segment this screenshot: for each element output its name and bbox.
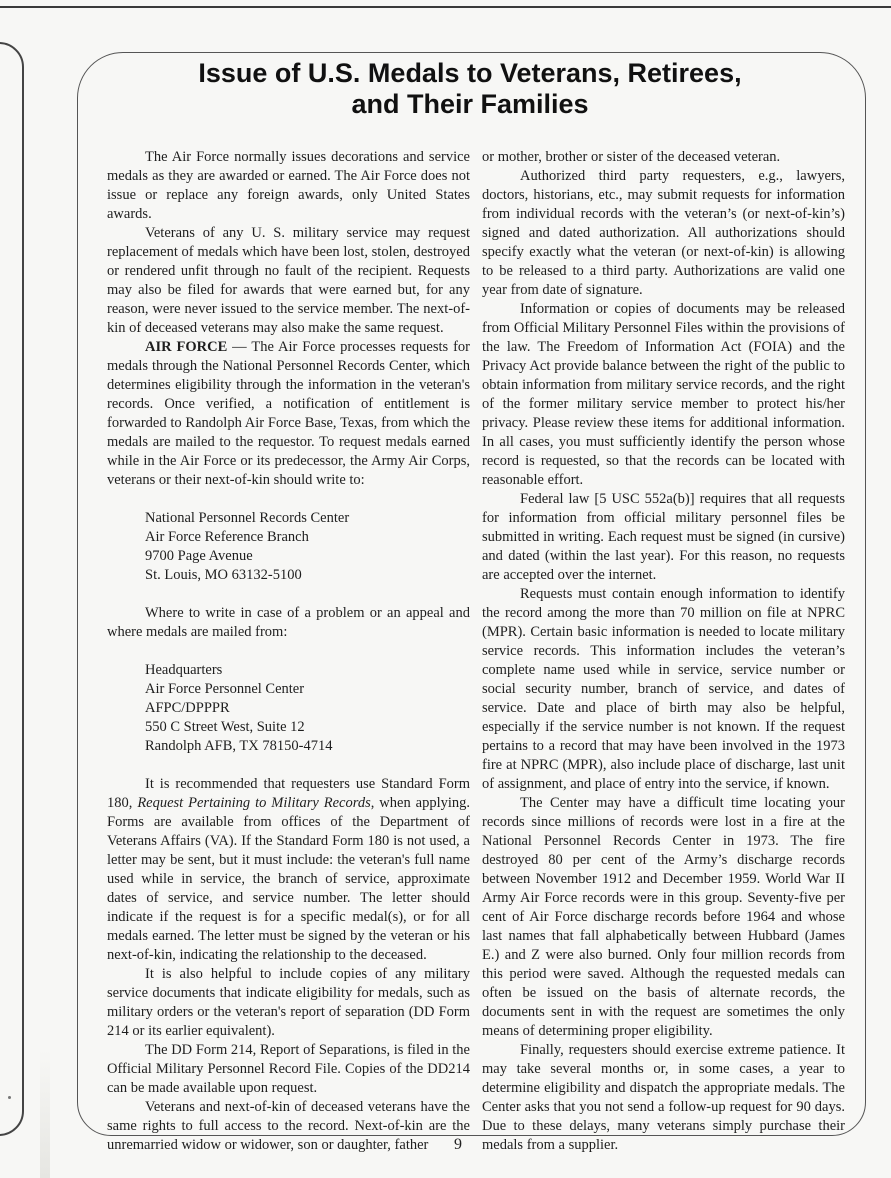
paragraph: The DD Form 214, Report of Separations, is filed in the Official Military Personnel Record File. Copies of the DD214 can be made available upon request. xyxy=(107,1042,470,1096)
top-rule xyxy=(0,6,891,8)
address-line: St. Louis, MO 63132-5100 xyxy=(145,567,302,583)
address-line: Headquarters xyxy=(145,662,223,678)
paragraph: Information or copies of documents may be released from Official Military Personnel Files within the provisions of the law. The Freedom of Information Act (FOIA) and the Privacy Act provide balance between the right of the public to obtain information from military service records, and the right of the former military service member to protect his/her privacy. Please review these items for additional information. In all cases, you must sufficiently identify the person whose record is requested, so that the records can be located with reasonable effort. xyxy=(482,301,845,488)
paragraph: Federal law [5 USC 552a(b)] requires that all requests for information from official military personnel files be submitted in writing. Each request must be signed (in cursive) and dated (within the last year). For this reason, no requests are accepted over the internet. xyxy=(482,491,845,583)
page-number: 9 xyxy=(454,1136,462,1153)
paragraph: Requests must contain enough information to identify the record among the more than 70 million on file at NPRC (MPR). Certain basic information is needed to locate military service records. This information includes the veteran’s complete name used while in service, service number or social security number, branch of service, and dates of service. Date and place of birth may also be helpful, especially if the service number is not known. If the request pertains to a record that may have been involved in the 1973 fire at NPRC (MPR), also include place of discharge, last unit of assignment, and place of entry into the service, if known. xyxy=(482,586,845,792)
paragraph: The Center may have a difficult time locating your records since millions of records were lost in a fire at the National Personnel Records Center in 1973. The fire destroyed 80 per cent of the Army’s discharge records between November 1912 and December 1959. World War II Army Air Force records were in this group. Seventy-five per cent of Air Force discharge records before 1964 and whose last names that fall alphabetically between Hubbard (James E.) and Z were also burned. Only four million records from this period were saved. Although the requested medals can often be issued on the basis of alternate records, the documents sent in with the request are sometimes the only means of determining proper eligibility. xyxy=(482,795,845,1039)
address-line: Air Force Personnel Center xyxy=(145,681,305,697)
address-block-nprc xyxy=(107,509,470,585)
paragraph: Finally, requesters should exercise extreme patience. It may take several months or, in some cases, a year to determine eligibility and dispatch the appropriate medals. The Center asks that you not send a follow-up request for 90 days. Due to these delays, many veterans simply purchase their medals from a supplier. xyxy=(482,1042,845,1153)
paragraph: or mother, brother or sister of the deceased veteran. xyxy=(482,149,781,165)
address-line: National Personnel Records Center xyxy=(145,510,350,526)
paragraph: Authorized third party requesters, e.g., lawyers, doctors, historians, etc., may submit requests for information from individual records with the veteran’s (or next-of-kin’s) signed and dated authorization. All authorizations should specify exactly what the veteran (or next-of-kin) is allowing to be released to a third party. Authorizations are valid one year from date of signature. xyxy=(482,168,845,298)
paragraph: Where to write in case of a problem or an appeal and where medals are mailed from: xyxy=(107,605,470,640)
left-column xyxy=(107,148,470,1155)
address-block-afpc xyxy=(107,661,470,756)
page-title xyxy=(120,58,820,120)
paragraph-text: — The Air Force processes requests for medals through the National Personnel Records Center, which determines eligibility through the information in the veteran's records. Once verified, a notification of entitlement is forwarded to Randolph Air Force Base, Texas, from which the medals are mailed to the requestor. To request medals earned while in the Air Force or its predecessor, the Army Air Corps, veterans or their next-of-kin should write to: xyxy=(107,339,471,488)
paragraph: Veterans and next-of-kin of deceased veterans have the same rights to full access to the record. Next-of-kin are the unremarried widow or widower, son or daughter, father xyxy=(107,1099,470,1153)
form-title: Request Pertaining to Military Records xyxy=(137,795,371,811)
binding-edge xyxy=(0,42,24,1136)
title-line-2: and Their Families xyxy=(351,89,589,119)
scan-speck xyxy=(8,1096,11,1099)
paragraph-text: , when applying. Forms are available from offices of the Department of Veterans Affairs (VA). If the Standard Form 180 is not used, a letter may be sent, but it must include: the veteran's full name used while in service, the branch of service, approximate dates of service, and service number. The letter should indicate if the request is for a specific medal(s), or for all medals earned. The letter must be signed by the veteran or his next-of-kin, indicating the relationship to the deceased. xyxy=(107,795,470,963)
paragraph: The Air Force normally issues decorations and service medals as they are awarded or earned. The Air Force does not issue or replace any foreign awards, only United States awards. xyxy=(107,149,470,222)
section-lead-air-force: AIR FORCE xyxy=(145,339,228,355)
paragraph: It is also helpful to include copies of any military service documents that indicate eligibility for medals, such as military orders or the veteran's report of separation (DD Form 214 or its earlier equivalent). xyxy=(107,966,470,1039)
page-edge-shadow xyxy=(40,1050,50,1178)
address-line: AFPC/DPPPR xyxy=(145,700,230,716)
address-line: Randolph AFB, TX 78150-4714 xyxy=(145,738,333,754)
paragraph xyxy=(107,775,470,965)
paragraph xyxy=(107,338,470,490)
address-line: Air Force Reference Branch xyxy=(145,529,309,545)
paragraph: Veterans of any U. S. military service may request replacement of medals which have been lost, stolen, destroyed or rendered unfit through no fault of the recipient. Requests may also be filed for awards that were earned but, for any reason, were never issued to the service member. The next-of-kin of deceased veterans may also make the same request. xyxy=(107,225,470,336)
paragraph-text: It is recommended that requesters use Standard Form 180, xyxy=(107,776,470,811)
address-line: 550 C Street West, Suite 12 xyxy=(145,719,305,735)
title-line-1: Issue of U.S. Medals to Veterans, Retirees, xyxy=(198,58,742,88)
address-line: 9700 Page Avenue xyxy=(145,548,253,564)
right-column xyxy=(482,148,845,1155)
